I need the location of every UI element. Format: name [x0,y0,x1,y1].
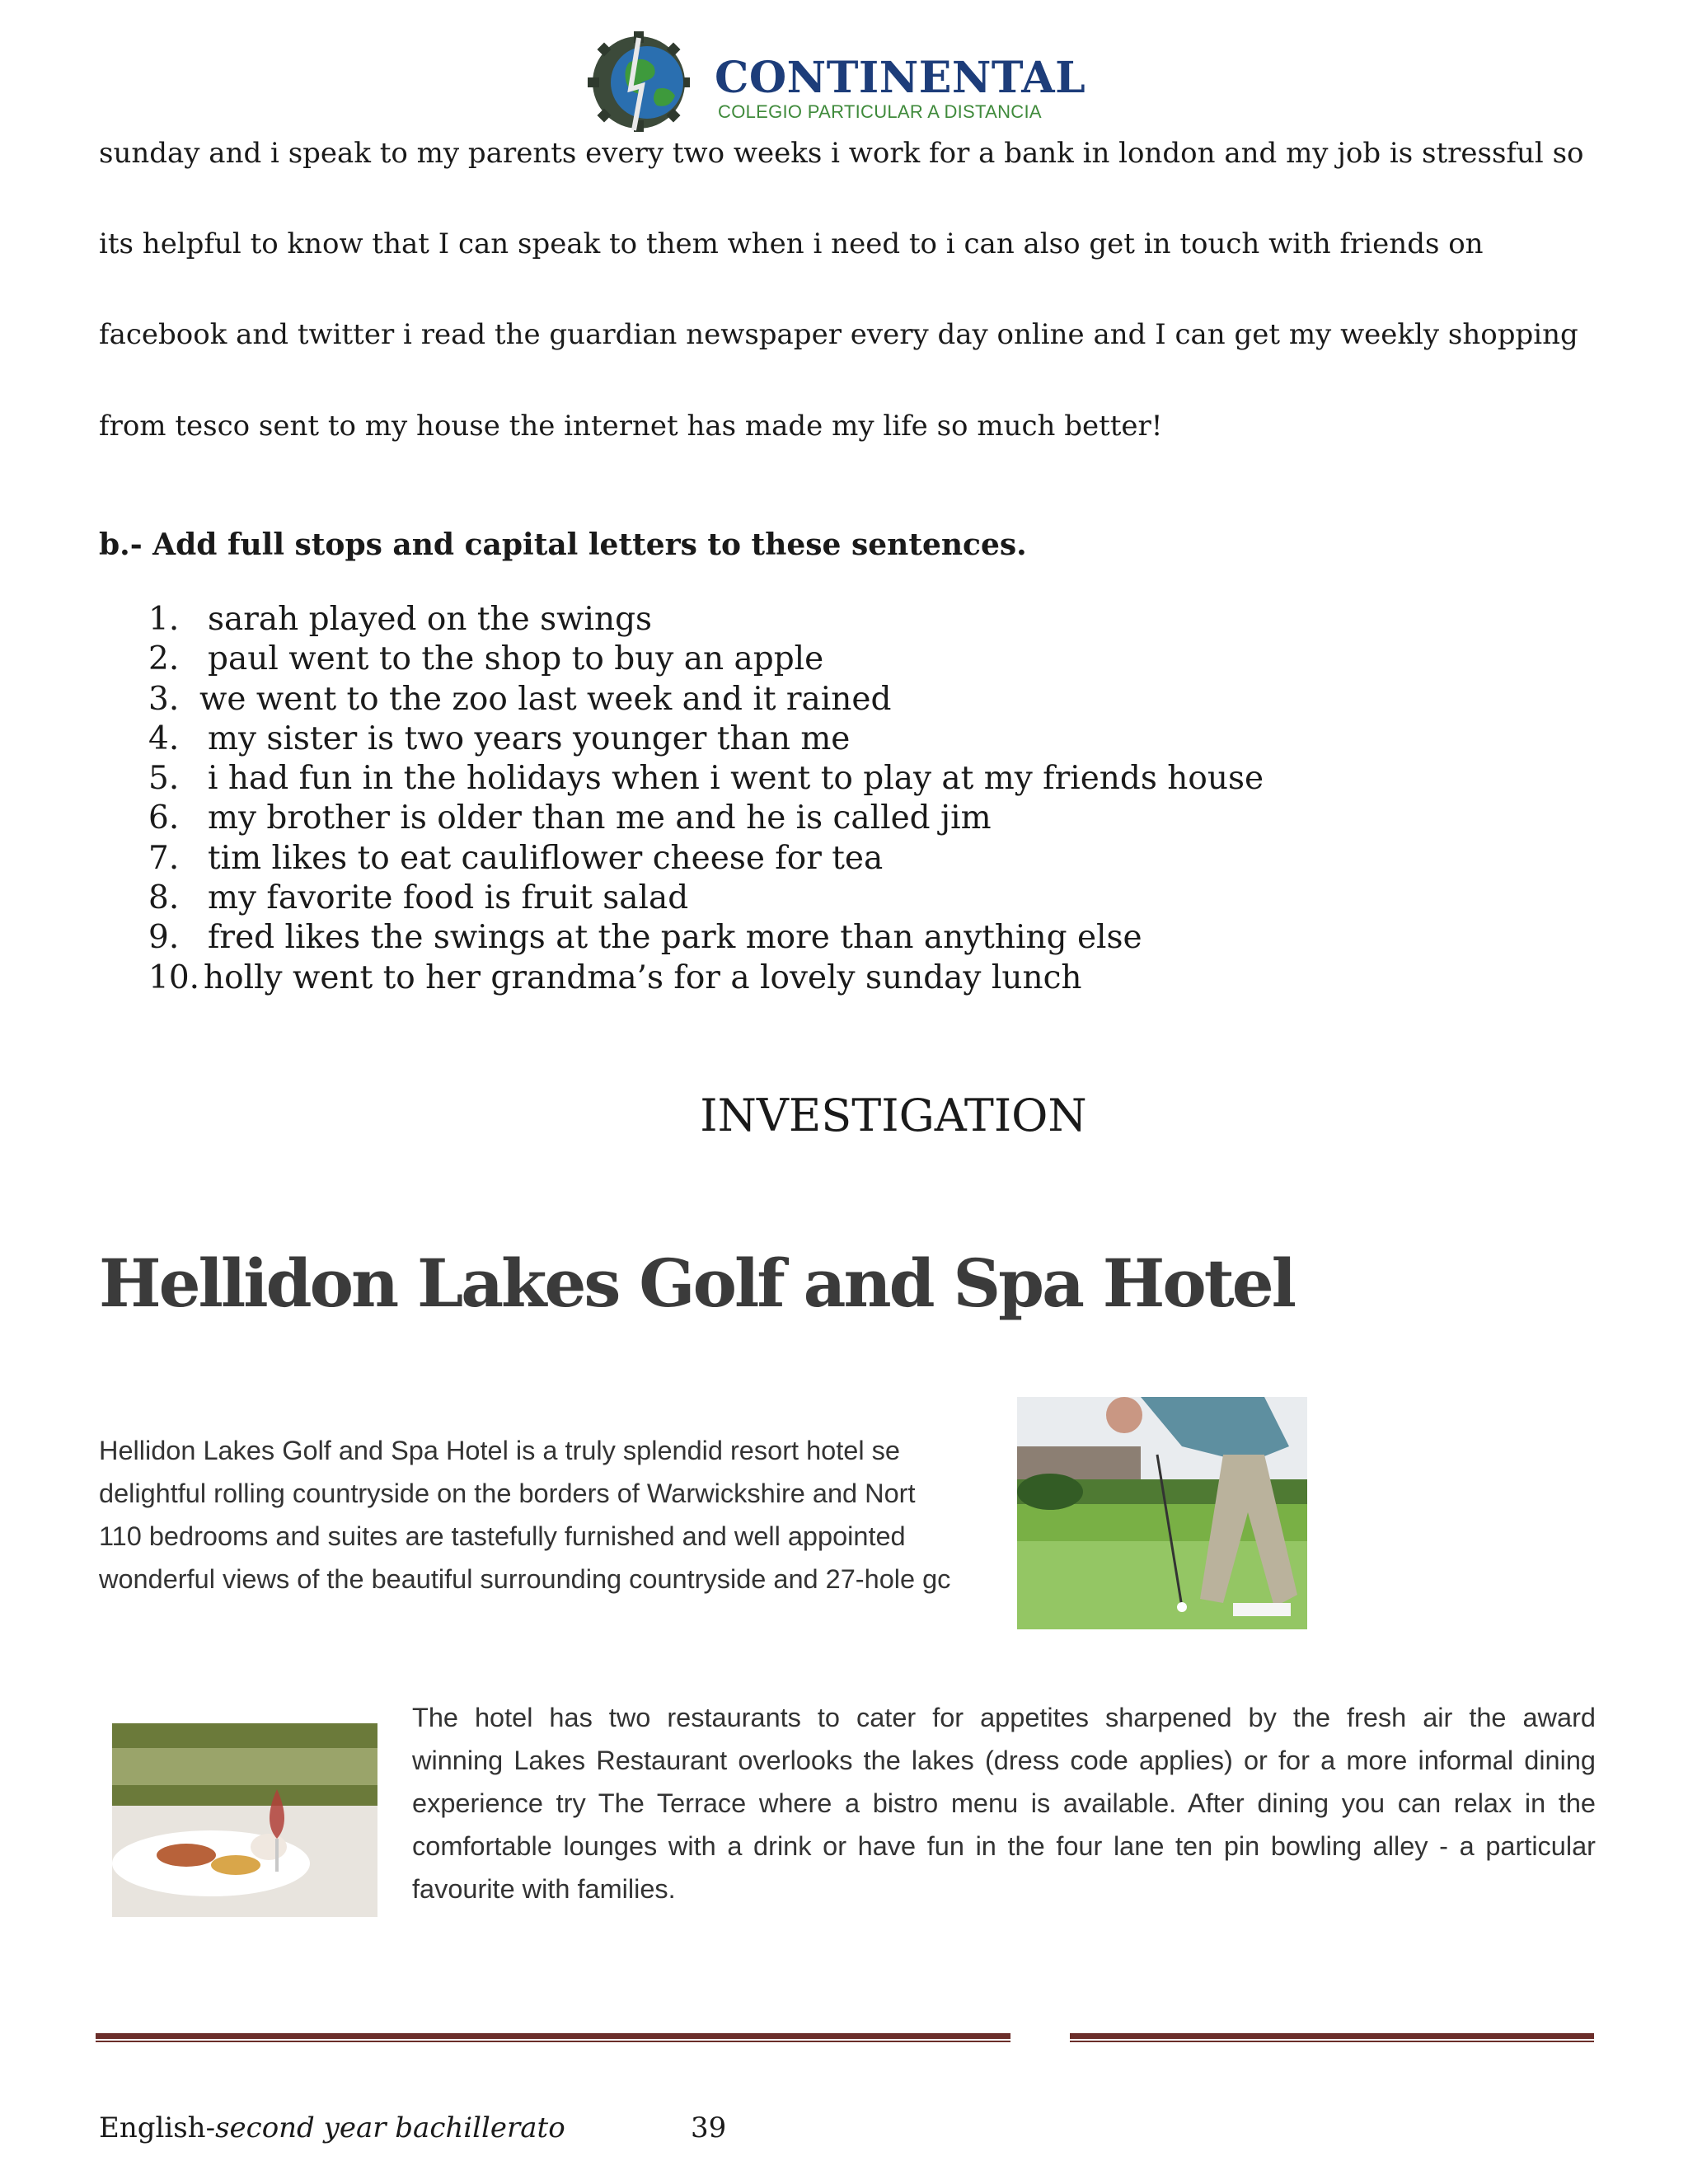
golfer-photo [1017,1397,1307,1629]
intro-line: sunday and i speak to my parents every two weeks i work for a bank in london and my job is stressful so [99,137,1584,170]
paragraph-line: Hellidon Lakes Golf and Spa Hotel is a truly splendid resort hotel se [99,1436,900,1465]
hotel-title: Hellidon Lakes Golf and Spa Hotel [99,1244,1294,1322]
exercise-heading: b.- Add full stops and capital letters to these sentences. [99,527,1027,562]
item-number: 10. [148,958,200,996]
paragraph-line: The hotel has two restaurants to cater for appetites sharpened by the fresh air the award [412,1703,1596,1732]
list-item [148,958,1264,998]
item-text: fred likes the swings at the park more than anything else [208,919,1142,957]
item-text: we went to the zoo last week and it rained [199,680,892,718]
list-item [148,839,1264,879]
item-text: i had fun in the holidays when i went to play at my friends house [208,760,1264,798]
item-number: 2. [148,640,180,678]
intro-line: facebook and twitter i read the guardian newspaper every day online and I can get my weekly shopping [99,318,1578,351]
item-number: 4. [148,719,180,757]
item-number: 6. [148,799,180,837]
paragraph-line: experience try The Terrace where a bistro menu is available. After dining you can relax in the [412,1788,1596,1818]
list-item [148,759,1264,799]
list-item [148,600,1264,640]
list-item [148,918,1264,958]
globe-gear-logo-icon [581,31,713,132]
footer-rule-right [1070,2033,1594,2043]
item-number: 8. [148,879,180,917]
sentence-list [148,600,1264,998]
hotel-paragraph-2 [412,1696,1596,1910]
item-text: paul went to the shop to buy an apple [208,640,824,678]
item-text: tim likes to eat cauliflower cheese for tea [208,839,884,877]
hotel-paragraph-1 [99,1429,999,1605]
paragraph-line: comfortable lounges with a drink or have fun in the four lane ten pin bowling alley - a particular [412,1831,1596,1861]
page-number: 39 [691,2111,727,2144]
paragraph-line: favourite with families. [412,1874,676,1904]
intro-line: from tesco sent to my house the internet has made my life so much better! [99,410,1163,443]
school-logo [581,31,1086,132]
item-text: holly went to her grandma’s for a lovely sunday lunch [204,958,1082,996]
item-text: my sister is two years younger than me [208,719,851,757]
item-number: 7. [148,839,180,877]
item-number: 3. [148,680,180,718]
brand-tagline: COLEGIO PARTICULAR A DISTANCIA [718,101,1042,122]
item-text: my favorite food is fruit salad [208,879,689,917]
restaurant-food-photo [112,1723,377,1917]
item-text: my brother is older than me and he is called jim [208,799,992,837]
list-item [148,879,1264,918]
item-number: 5. [148,760,180,798]
paragraph-line: wonderful views of the beautiful surrounding countryside and 27-hole gc [99,1564,951,1594]
list-item [148,719,1264,759]
paragraph-line: delightful rolling countryside on the borders of Warwickshire and Nort [99,1479,916,1508]
paragraph-line: 110 bedrooms and suites are tastefully furnished and well appointed [99,1521,906,1551]
item-number: 9. [148,919,180,957]
intro-line: its helpful to know that I can speak to them when i need to i can also get in touch with friends on [99,227,1484,260]
course-prefix: English- [99,2111,216,2144]
footer-course-label [99,2111,565,2144]
paragraph-line: winning Lakes Restaurant overlooks the lakes (dress code applies) or for a more informal dining [412,1746,1596,1775]
list-item [148,680,1264,719]
item-number: 1. [148,601,180,638]
list-item [148,799,1264,838]
item-text: sarah played on the swings [208,601,653,638]
section-heading: INVESTIGATION [700,1090,1087,1141]
list-item [148,640,1264,679]
course-name: second year bachillerato [215,2111,565,2144]
brand-name: CONTINENTAL [715,53,1086,103]
footer-rule-left [96,2033,1010,2043]
